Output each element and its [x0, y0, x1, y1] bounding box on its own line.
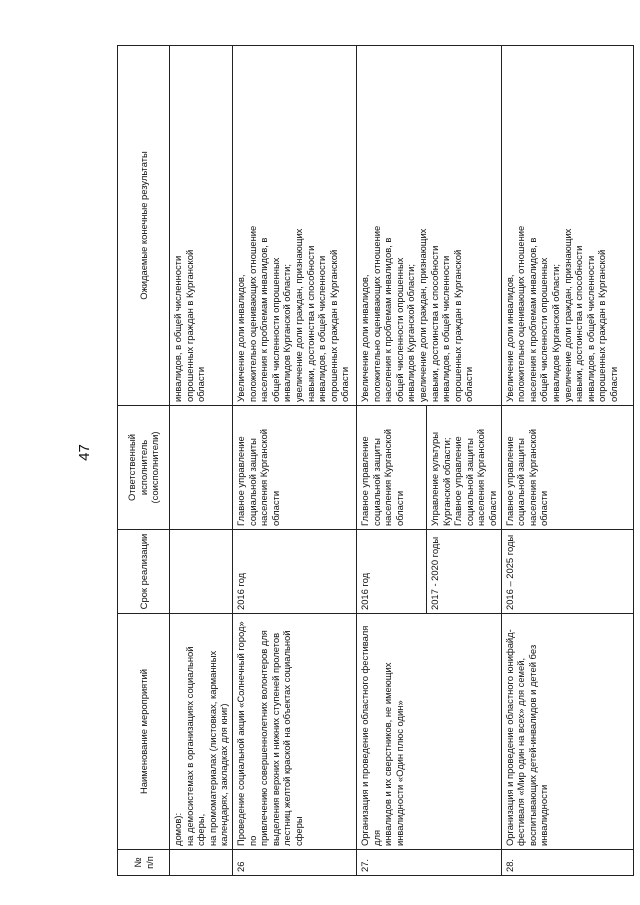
cell-result: инвалидов, в общей численности опрошенных граждан в Курганской области [170, 46, 233, 406]
page-number: 47 [75, 444, 93, 461]
table-row-continuation [170, 46, 233, 876]
table-row-27a [356, 46, 426, 876]
table-row-28 [501, 46, 633, 876]
cell-period: 2016 – 2025 годы [501, 530, 633, 614]
cell-name: домов): на демосистемах в организациях социальной сферы, на промоматериалах (листовках, карманных календарях, закладках для книг) [170, 614, 233, 850]
cell-period: 2017 - 2020 годы [426, 530, 501, 614]
cell-period: 2016 год [232, 530, 356, 614]
measures-table [117, 45, 634, 876]
table-row-26 [232, 46, 356, 876]
cell-num [170, 850, 233, 876]
cell-executor: Главное управление социальной защиты населения Курганской области [501, 406, 633, 530]
cell-num: 28. [501, 850, 633, 876]
header-name: Наименование мероприятий [118, 614, 170, 850]
cell-executor [170, 406, 233, 530]
table-header-row [118, 46, 170, 876]
cell-name: Организация и проведение областного фестиваля для инвалидов и их сверстников, не имеющих инвалидности «Один плюс один» [356, 614, 501, 850]
cell-period: 2016 год [356, 530, 426, 614]
cell-name: Организация и проведение областного юнифайд- фестиваля «Мир один на всех» для семей, воспитывающих детей-инвалидов и детей без инвалидности [501, 614, 633, 850]
cell-result: Увеличение доли инвалидов, положительно оценивающих отношение населения к проблемам инвалидов, в общей численности опрошенных инвалидов Курганской области; увеличение доли граждан, признающих навыки, достоинства и способности инвалидов, в общей численности опрошенных граждан в Курганской области [232, 46, 356, 406]
header-executor: Ответственный исполнитель (соисполнители) [118, 406, 170, 530]
cell-result: Увеличение доли инвалидов, положительно оценивающих отношение населения к проблемам инвалидов, в общей численности опрошенных инвалидов Курганской области; увеличение доли граждан, признающих навыки, достоинства и способности инвалидов, в общей численности опрошенных граждан в Курганской области [501, 46, 633, 406]
cell-executor: Управление культуры Курганской области; Главное управление социальной защиты населения Курганской области [426, 406, 501, 530]
cell-name: Проведение социальной акции «Солнечный город» по привлечению совершеннолетних волонтеров для выделения верхних и нижних ступеней пролетов лестниц желтой краской на объектах социальной сферы [232, 614, 356, 850]
cell-executor: Главное управление социальной защиты населения Курганской области [232, 406, 356, 530]
cell-result: Увеличение доли инвалидов, положительно оценивающих отношение населения к проблемам инвалидов, в общей численности опрошенных инвалидов Курганской области; увеличение доли граждан, признающих навыки, достоинства и способности инвалидов, в общей численности опрошенных граждан в Курганской области [356, 46, 501, 406]
cell-executor: Главное управление социальной защиты населения Курганской области [356, 406, 426, 530]
header-num: № п/п [118, 850, 170, 876]
header-period: Срок реализации [118, 530, 170, 614]
rotated-table-container [117, 46, 619, 876]
cell-num: 26 [232, 850, 356, 876]
cell-period [170, 530, 233, 614]
cell-num: 27. [356, 850, 501, 876]
header-result: Ожидаемые конечные результаты [118, 46, 170, 406]
